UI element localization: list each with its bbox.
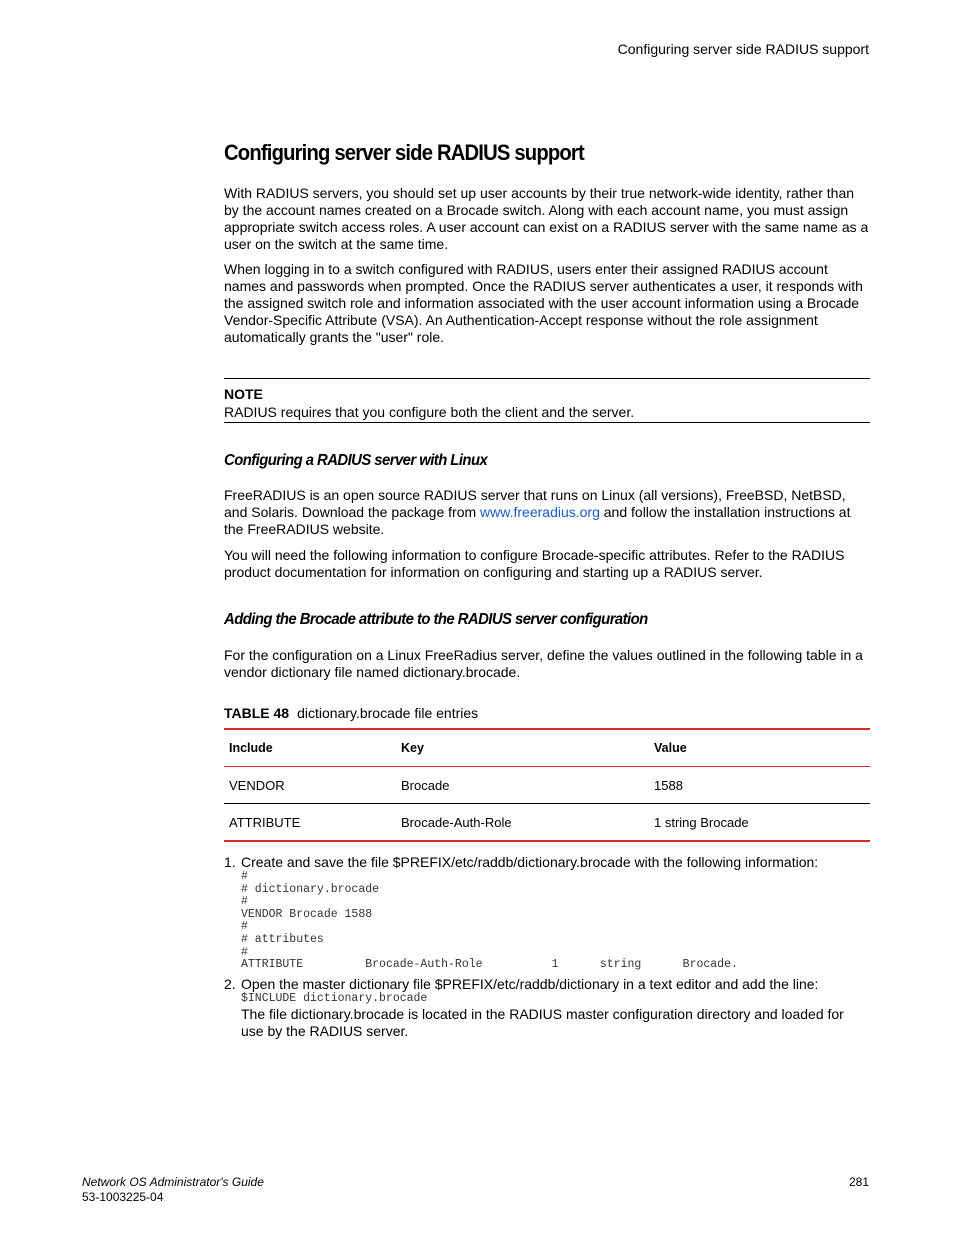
footer-page-number: 281: [848, 1175, 869, 1189]
table-header-value: Value: [654, 741, 687, 755]
table-cell: VENDOR: [229, 777, 285, 793]
table-row: [224, 767, 870, 804]
note-text: RADIUS requires that you configure both the client and the server.: [224, 404, 635, 420]
footer-doc-title: Network OS Administrator's Guide: [82, 1175, 264, 1189]
table-caption: [224, 705, 478, 721]
step-2-code: $INCLUDE dictionary.brocade: [241, 992, 428, 1005]
table-cell: Brocade: [401, 777, 450, 793]
step-1-number: 1.: [224, 854, 236, 870]
intro-paragraph-2: When logging in to a switch configured with RADIUS, users enter their assigned RADIUS account names and passwords when prompted. Once the RADIUS server authenticates a user, it responds with the assigned switch role and information associated with the user account information using a Brocade Vendor-Specific Attribute (VSA). An Authentication-Accept response without the role assignment automatically grants the "user" role.: [224, 261, 863, 345]
table-cell: Brocade-Auth-Role: [401, 814, 512, 830]
intro-paragraph-1: With RADIUS servers, you should set up user accounts by their true network-wide identity, rather than by the account names created on a Brocade switch. Along with each account name, you must assign appropriate switch access roles. A user account can exist on a RADIUS server with the same name as a user on the switch at the same time.: [224, 185, 869, 252]
linux-paragraph-1: [224, 487, 870, 538]
attribute-paragraph: For the configuration on a Linux FreeRadius server, define the values outlined in the following table in a vendor dictionary file named dictionary.brocade.: [224, 647, 863, 680]
step-2-after-text: The file dictionary.brocade is located in the RADIUS master configuration directory and loaded for use by the RADIUS server.: [241, 1005, 844, 1039]
linux-paragraph-1-start: FreeRADIUS is an open source RADIUS server that runs on Linux (all versions), FreeBSD, NetBSD, and Solaris. Download the package from: [224, 487, 846, 520]
footer-doc-number: 53-1003225-04: [82, 1190, 164, 1204]
note-label: NOTE: [224, 386, 263, 402]
step-2-text: Open the master dictionary file $PREFIX/etc/raddb/dictionary in a text editor and add the line:: [241, 976, 819, 992]
section-title: Configuring server side RADIUS support: [224, 140, 584, 165]
linux-paragraph-2: You will need the following information to configure Brocade-specific attributes. Refer to the RADIUS product documentation for information on configuring and starting up a RADIUS server.: [224, 547, 845, 580]
step-1-text: Create and save the file $PREFIX/etc/raddb/dictionary.brocade with the following information:: [241, 854, 819, 870]
table-header-row: [224, 729, 870, 767]
step-1-body: [241, 854, 870, 972]
step-1-code: # # dictionary.brocade # VENDOR Brocade 1588 # # attributes # ATTRIBUTE Brocade-Auth-Role 1 string Brocade.: [241, 870, 738, 972]
freeradius-link[interactable]: www.freeradius.org: [480, 504, 600, 520]
step-2-number: 2.: [224, 976, 236, 992]
step-2-body: [241, 976, 870, 1040]
attribute-subsection-title: Adding the Brocade attribute to the RADIUS server configuration: [224, 611, 648, 628]
table-header-key: Key: [401, 741, 424, 755]
dictionary-table: [224, 728, 870, 842]
table-header-include: Include: [229, 741, 273, 755]
note-box: [224, 378, 870, 423]
table-row: [224, 804, 870, 842]
linux-paragraph-1-end: and follow the installation instructions at the FreeRADIUS website.: [224, 504, 851, 537]
table-caption-label: TABLE 48: [224, 705, 290, 721]
table-cell: ATTRIBUTE: [229, 814, 301, 830]
linux-subsection-title: Configuring a RADIUS server with Linux: [224, 452, 488, 469]
footer-left: [82, 1175, 264, 1205]
running-header: Configuring server side RADIUS support: [617, 41, 869, 57]
table-cell: 1 string Brocade: [654, 814, 749, 830]
table-caption-text: dictionary.brocade file entries: [297, 705, 479, 721]
table-cell: 1588: [654, 777, 683, 793]
